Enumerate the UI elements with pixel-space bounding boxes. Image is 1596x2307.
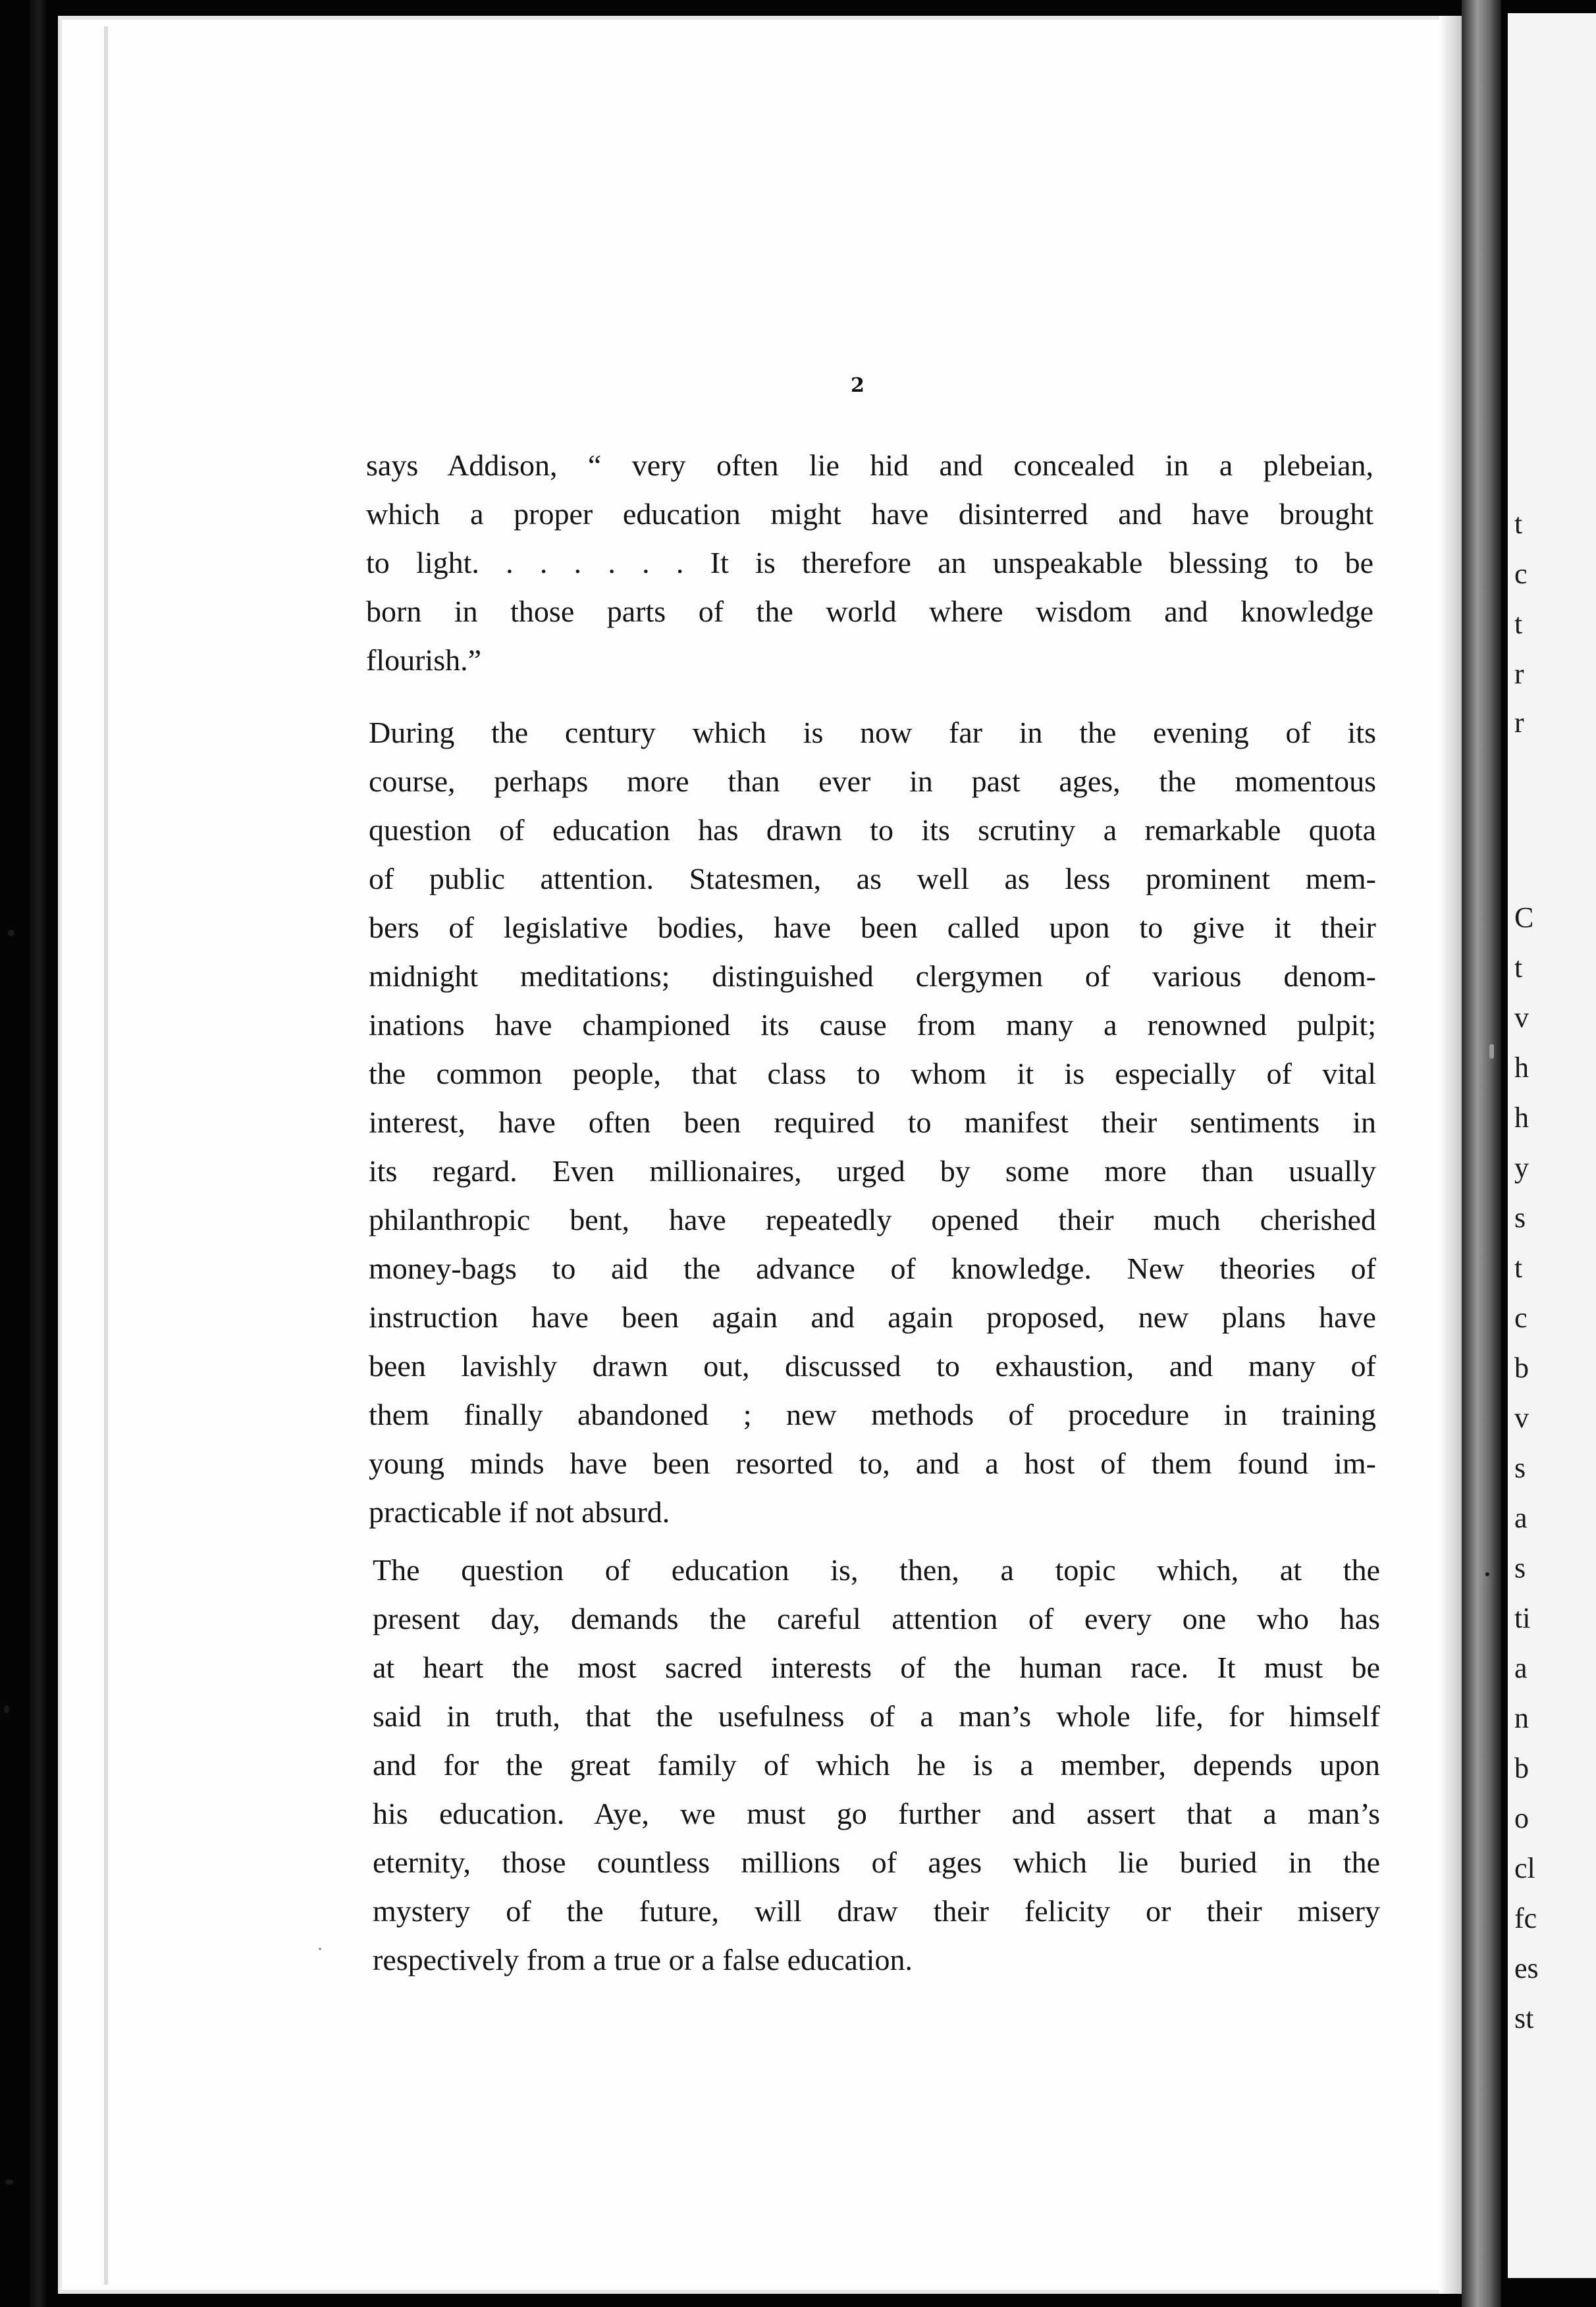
text-line: money-bags to aid the advance of knowledge. New theories of xyxy=(369,1252,1376,1285)
facing-page-letter: t xyxy=(1514,508,1523,540)
center-binding-fold xyxy=(1462,0,1501,2307)
facing-page-letter: y xyxy=(1514,1152,1529,1184)
paragraph-1 xyxy=(366,441,1373,685)
text-line: says Addison, “ very often lie hid and concealed in a plebeian, xyxy=(366,448,1373,482)
text-line: of public attention. Statesmen, as well as less prominent mem- xyxy=(369,862,1376,895)
facing-page-letter: a xyxy=(1514,1502,1528,1534)
facing-page-letter: v xyxy=(1514,1001,1529,1034)
text-line: been lavishly drawn out, discussed to exhaustion, and many of xyxy=(369,1349,1376,1383)
facing-page-letter: t xyxy=(1514,608,1523,640)
text-line: which a proper education might have disinterred and have brought xyxy=(366,497,1373,531)
text-line: present day, demands the careful attention of every one who has xyxy=(373,1602,1380,1635)
facing-page-letter: c xyxy=(1514,558,1528,590)
scan-speck xyxy=(8,930,14,936)
paragraph-3 xyxy=(373,1546,1380,1984)
text-line: The question of education is, then, a topic which, at the xyxy=(373,1553,1380,1587)
scan-speck xyxy=(1485,1572,1489,1576)
text-line: During the century which is now far in the evening of its xyxy=(369,716,1376,749)
facing-page-letter: b xyxy=(1514,1352,1529,1384)
text-line: his education. Aye, we must go further and assert that a man’s xyxy=(373,1797,1380,1830)
facing-page-letter: fc xyxy=(1514,1902,1537,1934)
text-line: eternity, those countless millions of ages which lie buried in the xyxy=(373,1845,1380,1879)
paragraph-2 xyxy=(369,708,1376,1537)
text-line: said in truth, that the usefulness of a man’s whole life, for himself xyxy=(373,1699,1380,1733)
text-line: mystery of the future, will draw their felicity or their misery xyxy=(373,1894,1380,1928)
facing-page-letter: s xyxy=(1514,1552,1526,1584)
text-line: practicable if not absurd. xyxy=(369,1495,670,1529)
text-line: inations have championed its cause from many a renowned pulpit; xyxy=(369,1008,1376,1042)
facing-page-letter: h xyxy=(1514,1051,1529,1084)
facing-page-letter: t xyxy=(1514,1252,1523,1284)
facing-page-letter: ti xyxy=(1514,1602,1531,1634)
text-line: bers of legislative bodies, have been called upon to give it their xyxy=(369,911,1376,944)
text-line: the common people, that class to whom it is especially of vital xyxy=(369,1057,1376,1090)
left-binding-edge xyxy=(29,0,46,2307)
text-line: midnight meditations; distinguished clergymen of various denom- xyxy=(369,959,1376,993)
text-line: young minds have been resorted to, and a host of them found im- xyxy=(369,1446,1376,1480)
facing-page-letter: t xyxy=(1514,951,1523,984)
scan-speck xyxy=(1489,1044,1494,1059)
facing-page-letter: C xyxy=(1514,901,1534,934)
text-line: interest, have often been required to manifest their sentiments in xyxy=(369,1105,1376,1139)
facing-page-letter: a xyxy=(1514,1652,1528,1684)
facing-page-letter: v xyxy=(1514,1402,1529,1434)
text-line: respectively from a true or a false education. xyxy=(373,1943,913,1976)
text-line: course, perhaps more than ever in past ages, the momentous xyxy=(369,764,1376,798)
facing-page-letter: st xyxy=(1514,2002,1534,2034)
facing-page-letter: r xyxy=(1514,706,1524,739)
text-line: born in those parts of the world where wisdom and knowledge xyxy=(366,595,1373,628)
text-line: question of education has drawn to its scrutiny a remarkable quota xyxy=(369,813,1376,847)
text-line: flourish.” xyxy=(366,643,482,677)
facing-page-letter: s xyxy=(1514,1202,1526,1234)
facing-page-letter: c xyxy=(1514,1302,1528,1334)
facing-page-fragment xyxy=(1508,13,1596,2278)
scan-speck xyxy=(319,1948,321,1950)
facing-page-letter: b xyxy=(1514,1752,1529,1784)
page-gutter-shadow xyxy=(104,26,108,2285)
facing-page-letter: es xyxy=(1514,1952,1539,1984)
facing-page-letter: r xyxy=(1514,658,1524,690)
facing-page-letter: n xyxy=(1514,1702,1529,1734)
text-line: philanthropic bent, have repeatedly opened their much cherished xyxy=(369,1203,1376,1236)
text-line: at heart the most sacred interests of the human race. It must be xyxy=(373,1651,1380,1684)
facing-page-letter: h xyxy=(1514,1101,1529,1134)
scan-speck xyxy=(4,1705,9,1713)
facing-page-letter: s xyxy=(1514,1452,1526,1484)
text-line: and for the great family of which he is a member, depends upon xyxy=(373,1748,1380,1782)
facing-page-letter: o xyxy=(1514,1802,1529,1834)
page-number: 2 xyxy=(851,374,864,397)
scan-speck xyxy=(5,2179,13,2185)
text-line: them finally abandoned ; new methods of procedure in training xyxy=(369,1398,1376,1431)
text-line: to light. . . . . . . It is therefore an unspeakable blessing to be xyxy=(366,546,1373,579)
text-line: its regard. Even millionaires, urged by some more than usually xyxy=(369,1154,1376,1188)
text-line: instruction have been again and again proposed, new plans have xyxy=(369,1300,1376,1334)
facing-page-letter: cl xyxy=(1514,1852,1535,1884)
